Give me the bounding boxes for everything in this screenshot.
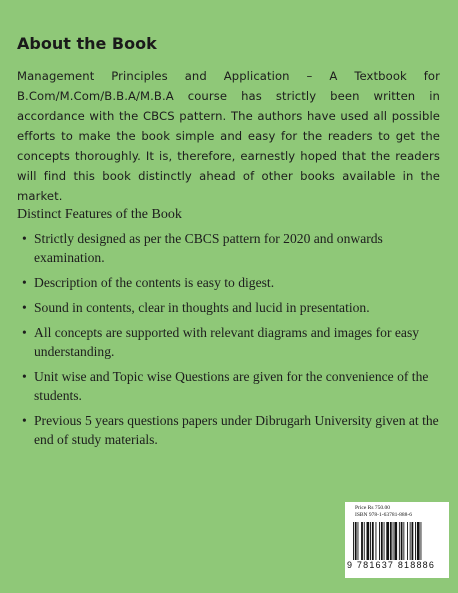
barcode-digits: 9 781637 818886 bbox=[347, 560, 436, 570]
isbn-text: ISBN 978-1-63781-888-6 bbox=[355, 512, 412, 518]
barcode-label bbox=[345, 502, 449, 578]
book-section-title: About the Book bbox=[17, 34, 157, 53]
feature-item: • Previous 5 years questions papers under Dibrugarh University given at the end of study materials. bbox=[22, 411, 440, 449]
barcode-icon bbox=[353, 522, 443, 560]
features-list bbox=[22, 229, 440, 455]
feature-item: • Sound in contents, clear in thoughts and lucid in presentation. bbox=[22, 298, 440, 317]
price-text: Price Rs 750.00 bbox=[355, 505, 390, 511]
feature-item: • Unit wise and Topic wise Questions are given for the convenience of the students. bbox=[22, 367, 440, 405]
feature-item: • Description of the contents is easy to digest. bbox=[22, 273, 440, 292]
book-description: Management Principles and Application – A Textbook for B.Com/M.Com/B.B.A/M.B.A course has strictly been written in accordance with the CBCS pattern. The authors have used all possible efforts to make the book simple and easy for the readers to get the concepts thoroughly. It is, therefore, earnestly hoped that the readers will find this book distinctly ahead of other books available in the market. bbox=[17, 69, 440, 203]
features-heading: Distinct Features of the Book bbox=[17, 207, 182, 222]
price-isbn-text bbox=[355, 505, 412, 519]
feature-item: • Strictly designed as per the CBCS pattern for 2020 and onwards examination. bbox=[22, 229, 440, 267]
feature-item: • All concepts are supported with relevant diagrams and images for easy understanding. bbox=[22, 323, 440, 361]
